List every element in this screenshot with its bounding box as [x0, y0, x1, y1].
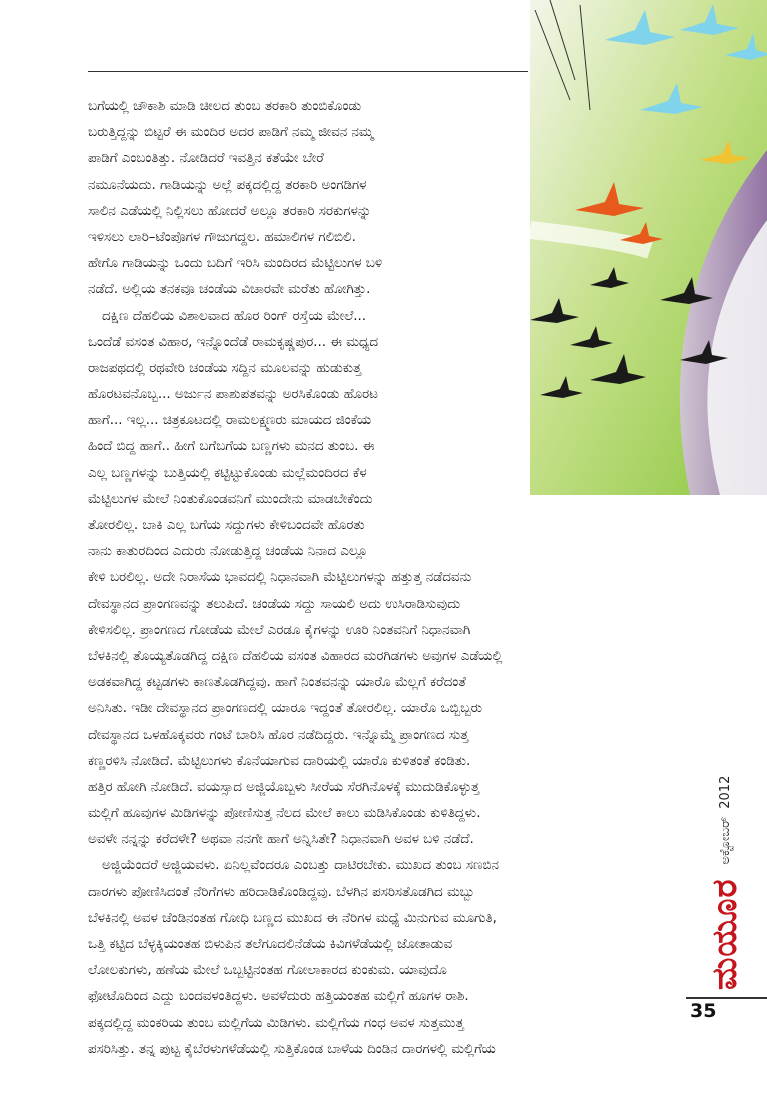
page-number-rule: [686, 997, 767, 999]
article-line: ದಕ್ಷಿಣ ದೆಹಲಿಯ ವಿಶಾಲವಾದ ಹೊರ ರಿಂಗ್ ರಸ್ತೆಯ ಮೇಲೆ...: [102, 308, 367, 324]
article-line: ಬಗೆಯಲ್ಲಿ ಚೌಕಾಶಿ ಮಾಡಿ ಚೀಲದ ತುಂಬ ತರಕಾರಿ ತುಂಬಿಕೊಂಡು: [88, 99, 362, 114]
article-line: ಅನಿಸಿತು. ಇಡೀ ದೇವಸ್ಥಾನದ ಪ್ರಾಂಗಣದಲ್ಲಿ ಯಾರೂ ಇದ್ದಂತೆ ತೋರಲಿಲ್ಲ. ಯಾರೊ ಒಬ್ಬಿಬ್ಬರು: [88, 701, 482, 717]
article-line: ಸಾಲಿನ ಎಡೆಯಲ್ಲಿ ನಿಲ್ಲಿಸಲು ಹೋದರೆ ಅಲ್ಲೂ ತರಕಾರಿ ಸರಕುಗಳನ್ನು: [88, 203, 372, 219]
article-line: ಅಡಕವಾಗಿದ್ದ ಕಟ್ಟಡಗಳು ಕಾಣತೊಡಗಿದ್ದವು. ಹಾಗೆ ನಿಂತವನನ್ನು ಯಾರೊ ಮೆಲ್ಲಗೆ ಕರೆದಂತೆ: [88, 675, 466, 691]
article-line: ನಡೆದೆ. ಅಲ್ಲಿಯ ತನಕವೂ ಚಂಡೆಯ ವಿಚಾರವೇ ಮರೆತು ಹೋಗಿತ್ತು.: [88, 282, 371, 298]
article-line: ಪಸರಿಸಿತ್ತು. ತನ್ನ ಪುಟ್ಟ ಕೈಬೆರಳುಗಳೆಡೆಯಲ್ಲಿ ಸುತ್ತಿಕೊಂಡ ಬಾಳೆಯ ದಿಂಡಿನ ದಾರಗಳಲ್ಲಿ ಮಲ್ಲಿಗೆಯ: [88, 1041, 496, 1057]
issue-month: ಅಕ್ಟೋಬರ್: [717, 816, 733, 865]
article-line: ಲೋಲಕುಗಳು, ಹಣೆಯ ಮೇಲೆ ಒಬ್ಬಟ್ಟಿನಂತಹ ಗೋಲಾಕಾರದ ಕುಂಕುಮ. ಯಾವುದೊ: [88, 963, 447, 979]
article-line: ಪಕ್ಕದಲ್ಲಿದ್ದ ಮಂಕರಿಯ ತುಂಬ ಮಲ್ಲಿಗೆಯ ಮಿಡಿಗಳು. ಮಲ್ಲಿಗೆಯ ಗಂಧ ಅವಳ ಸುತ್ತಮುತ್ತ: [88, 1015, 464, 1031]
article-line: ಎಲ್ಲ ಬಣ್ಣಗಳನ್ನು ಬುತ್ತಿಯಲ್ಲಿ ಕಟ್ಟಿಟ್ಟುಕೊಂಡು ಮಲ್ಲೆಮಂದಿರದ ಕೆಳ: [88, 465, 367, 481]
issue-date: [718, 776, 733, 865]
article-line: ಹೊರಟವನೊಬ್ಬ... ಅರ್ಜುನ ಪಾಶುಪತವನ್ನು ಅರಸಿಕೊಂಡು ಹೊರಟ: [88, 387, 378, 403]
article-line: ಬೆಳಕಿನಲ್ಲಿ ತೊಯ್ಯತೊಡಗಿದ್ದ ದಕ್ಷಿಣ ದೆಹಲಿಯ ವಸಂತ ವಿಹಾರದ ಮರಗಿಡಗಳು ಅವುಗಳ ಎಡೆಯಲ್ಲಿ: [88, 648, 503, 664]
article-line: ಇಳಿಸಲು ಲಾರಿ–ಟೆಂಪೊಗಳ ಗೌಜುಗದ್ದಲ. ಹಮಾಲಿಗಳ ಗಲಿಬಿಲಿ.: [88, 229, 356, 245]
page-number: 35: [690, 1000, 717, 1022]
magazine-title: ಮಯೂರ: [705, 878, 745, 990]
article-line: ದೇವಸ್ಥಾನದ ಪ್ರಾಂಗಣವನ್ನು ತಲುಪಿದೆ. ಚಂಡೆಯ ಸದ್ದು ಸಾಯಲಿ ಅದು ಉಸಿರಾಡಿಸುವುದು: [88, 596, 461, 612]
article-line: ಹೇಗೊ ಗಾಡಿಯನ್ನು ಒಂದು ಬದಿಗೆ ಇರಿಸಿ ಮಂದಿರದ ಮೆಟ್ಟಿಲುಗಳ ಬಳಿ: [88, 256, 383, 272]
article-line: ನಮೂನೆಯದು. ಗಾಡಿಯನ್ನು ಅಲ್ಲೆ ಪಕ್ಕದಲ್ಲಿದ್ದ ತರಕಾರಿ ಅಂಗಡಿಗಳ: [88, 177, 367, 193]
article-line: ಮಲ್ಲಿಗೆ ಹೂವುಗಳ ಮಿಡಿಗಳನ್ನು ಪೋಣಿಸುತ್ತ ನೆಲದ ಮೇಲೆ ಕಾಲು ಮಡಿಸಿಕೊಂಡು ಕುಳಿತಿದ್ದಳು.: [88, 806, 481, 822]
article-line: ಬರುತ್ತಿದ್ದನ್ನು ಬಿಟ್ಟರೆ ಈ ಮಂದಿರ ಅದರ ಪಾಡಿಗೆ ನಮ್ಮ ಜೀವನ ನಮ್ಮ: [88, 125, 374, 141]
article-line: ಪಾಡಿಗೆ ಎಂಬಂತಿತ್ತು. ನೋಡಿದರೆ ಇವತ್ತಿನ ಕತೆಯೇ ಬೇರೆ: [88, 151, 324, 167]
article-line: ನಾನು ಕಾತುರದಿಂದ ಎದುರು ನೋಡುತ್ತಿದ್ದ ಚಂಡೆಯ ನಿನಾದ ಎಲ್ಲೂ: [88, 544, 368, 560]
article-line: ಹತ್ತಿರ ಹೋಗಿ ನೋಡಿದೆ. ವಯಸ್ಸಾದ ಅಜ್ಜಿಯೊಬ್ಬಳು ಸೀರೆಯ ಸೆರಗಿನೊಳಕ್ಕೆ ಮುದುಡಿಕೊಳ್ಳುತ್ತ: [88, 779, 480, 795]
article-line: ಅವಳೇ ನನ್ನನ್ನು ಕರೆದಳೇ? ಅಥವಾ ನನಗೇ ಹಾಗೆ ಅನ್ನಿಸಿತೇ? ನಿಧಾನವಾಗಿ ಅವಳ ಬಳಿ ನಡೆದೆ.: [88, 832, 474, 848]
article-line: ಬೆಳಕಿನಲ್ಲಿ ಅವಳ ಚೆಂಡಿನಂತಹ ಗೋಧಿ ಬಣ್ಣದ ಮುಖದ ಈ ನೆರಿಗಳ ಮಧ್ಯೆ ಮಿನುಗುವ ಮೂಗುತಿ,: [88, 910, 497, 926]
article-line: ಕೇಳಿಸಲಿಲ್ಲ. ಪ್ರಾಂಗಣದ ಗೋಡೆಯ ಮೇಲೆ ಎರಡೂ ಕೈಗಳನ್ನು ಊರಿ ನಿಂತವನಿಗೆ ನಿಧಾನವಾಗಿ: [88, 622, 471, 638]
article-line: ಒಂದೆಡೆ ವಸಂತ ವಿಹಾರ, ಇನ್ನೊಂದೆಡೆ ರಾಮಕೃಷ್ಣಪುರ... ಈ ಮಧ್ಯದ: [88, 334, 379, 350]
article-line: ಅಜ್ಜಿಯೆಂದರೆ ಅಜ್ಜಿಯವಳು. ಏನಿಲ್ಲವೆಂದರೂ ಎಂಬತ್ತು ದಾಟಿರಬೇಕು. ಮುಖದ ತುಂಬ ಸಣಬಿನ: [102, 858, 499, 874]
article-line: ಹಿಂದೆ ಬಿದ್ದ ಹಾಗೆ.. ಹೀಗೆ ಬಗೆಬಗೆಯ ಬಣ್ಣಗಳು ಮನದ ತುಂಬ. ಈ: [88, 439, 375, 455]
article-line: ಹಾಗೆ... ಇಲ್ಲ... ಚಿತ್ರಕೂಟದಲ್ಲಿ ರಾಮಲಕ್ಷ್ಮಣರು ಮಾಯದ ಜಿಂಕೆಯ: [88, 413, 372, 429]
article-line: ತೋರಲಿಲ್ಲ. ಬಾಕಿ ಎಲ್ಲ ಬಗೆಯ ಸದ್ದುಗಳು ಕೇಳಿಬಂದವೇ ಹೊರತು: [88, 518, 365, 533]
article-body: [88, 94, 688, 1063]
article-line: ದೇವಸ್ಥಾನದ ಒಳಹೊಕ್ಕವರು ಗಂಟೆ ಬಾರಿಸಿ ಹೊರ ನಡೆದಿದ್ದರು. ಇನ್ನೊಮ್ಮೆ ಪ್ರಾಂಗಣದ ಸುತ್ತ: [88, 727, 469, 743]
article-line: ದಾರಗಳು ಪೋಣಿಸಿದಂತೆ ನೆರಿಗೆಗಳು ಹರಿದಾಡಿಕೊಂಡಿದ್ದವು. ಬೆಳಗಿನ ಪಸರಿಸತೊಡಗಿದ ಮಬ್ಬು: [88, 884, 475, 900]
article-line: ಕೇಳಿ ಬರಲಿಲ್ಲ. ಅದೇ ನಿರಾಸೆಯ ಭಾವದಲ್ಲಿ ನಿಧಾನವಾಗಿ ಮೆಟ್ಟಿಲುಗಳನ್ನು ಹತ್ತುತ್ತ ನಡೆದವನು: [88, 570, 472, 586]
article-line: ಫೋಟೊದಿಂದ ಎದ್ದು ಬಂದವಳಂತಿದ್ದಳು. ಅವಳೆದುರು ಹತ್ತಿಯಂತಹ ಮಲ್ಲಿಗೆ ಹೂಗಳ ರಾಶಿ.: [88, 989, 469, 1005]
article-line: ಕಣ್ಣರಳಿಸಿ ನೋಡಿದೆ. ಮೆಟ್ಟಿಲುಗಳು ಕೊನೆಯಾಗುವ ದಾರಿಯಲ್ಲಿ ಯಾರೊ ಕುಳಿತಂತೆ ಕಂಡಿತು.: [88, 753, 471, 769]
article-line: ಒತ್ತಿ ಕಟ್ಟಿದ ಬೆಳ್ಳಕ್ಕಿಯಂತಹ ಬಿಳುಪಿನ ತಲೆಗೂದಲಿನೆಡೆಯ ಕಿವಿಗಳೆಡೆಯಲ್ಲಿ ಜೋತಾಡುವ: [88, 937, 453, 952]
article-line: ರಾಜಪಥದಲ್ಲಿ ರಥವೇರಿ ಚಂಡೆಯ ಸದ್ದಿನ ಮೂಲವನ್ನು ಹುಡುಕುತ್ತ: [88, 360, 362, 376]
top-rule: [88, 71, 528, 72]
issue-year: 2012: [717, 775, 733, 809]
article-line: ಮೆಟ್ಟಿಲುಗಳ ಮೇಲೆ ನಿಂತುಕೊಂಡವನಿಗೆ ಮುಂದೇನು ಮಾಡಬೇಕೆಂದು: [88, 491, 373, 507]
masthead: [695, 760, 767, 990]
